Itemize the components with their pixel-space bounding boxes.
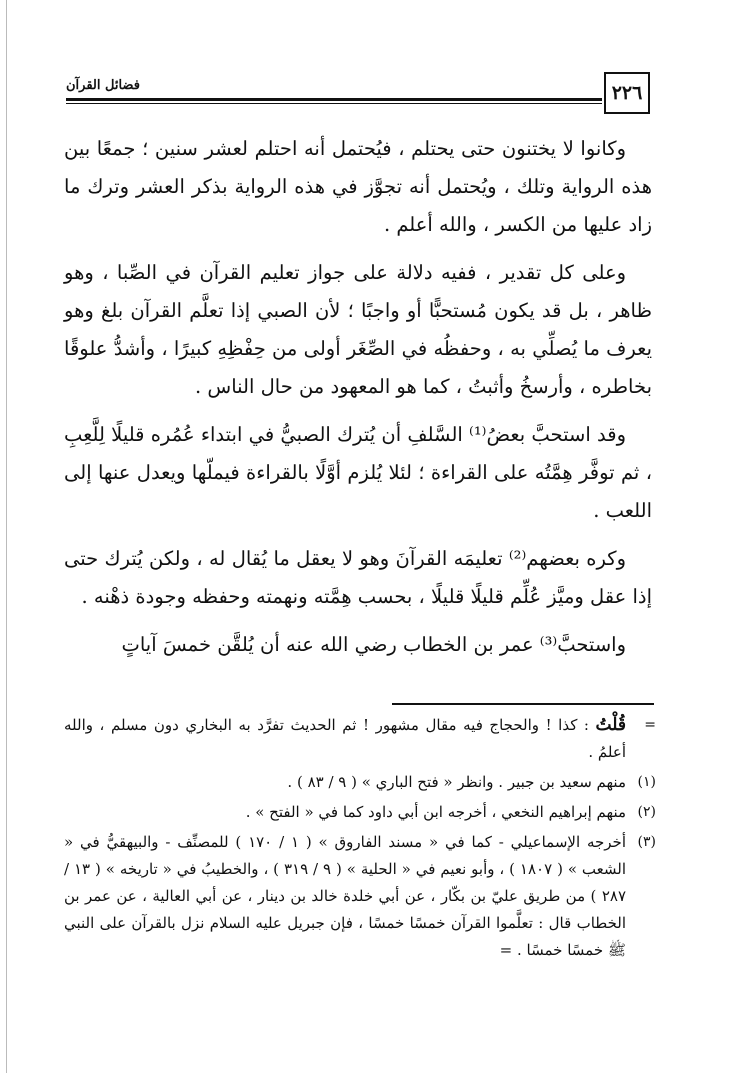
page-header	[66, 72, 650, 120]
footnote-mark: =	[644, 717, 656, 733]
paragraph: وقد استحبَّ بعضُ⁽¹⁾ السَّلفِ أن يُترك الصبيُّ في ابتداء عُمُره قليلًا لِلَّعِبِ ، ثم توفَّر هِمَّتُه على القراءة ؛ لئلا يُلزم أوَّلًا بالقراءة فيملّها ويعدل عنها إلى اللعب .	[64, 423, 652, 522]
footnote-continuation	[64, 712, 656, 766]
footnote-lead: قُلْتُ	[595, 715, 626, 735]
paragraph: وعلى كل تقدير ، ففيه دلالة على جواز تعليم القرآن في الصِّبا ، وهو ظاهر ، بل قد يكون مُستحبًّا أو واجبًا ؛ لأن الصبي إذا تعلَّم القرآن بلغ وهو يعرف ما يُصلِّي به ، وحفظُه في الصِّغَر أولى من حِفْظِهِ كبيرًا ، وأشدُّ علوقًا بخاطره ، وأرسخُ وأثبتُ ، كما هو المعهود من حال الناس .	[64, 261, 652, 398]
footnote-text	[64, 712, 626, 766]
footnote-text: أخرجه الإسماعيلي - كما في « مسند الفاروق » ( ١ / ١٧٠ ) للمصنِّف - والبيهقيُّ في « الشعب » ( ١٨٠٧ ) ، وأبو نعيم في « الحلية » ( ٩ / ٣١٩ ) ، والخطيبُ في « تاريخه » ( ١٣ / ٢٨٧ ) من طريق عليّ بن بكّار ، عن أبي خلدة خالد بن دينار ، عن أبي العالية ، عن عمر بن الخطاب قال : تعلَّموا القرآن خمسًا خمسًا ، فإن جبريل عليه السلام نزل بالقرآن على النبي ﷺ خمسًا خمسًا . =	[64, 833, 626, 959]
header-rule-thin	[66, 103, 602, 104]
footnote-3	[64, 829, 656, 964]
paragraph: وكره بعضهم⁽²⁾ تعليمَه القرآنَ وهو لا يعقل ما يُقال له ، ولكن يُترك حتى إذا عقل وميَّز عُلِّم قليلًا قليلًا ، بحسب هِمَّته ونهمته وحفظه وجودة ذهْنه .	[64, 547, 652, 608]
header-rule-thick	[66, 98, 602, 101]
footnote-body: : كذا ! والحجاج فيه مقال مشهور ! ثم الحديث تفرَّد به البخاري دون مسلم ، والله أعلمُ .	[64, 716, 626, 761]
paragraph: واستحبَّ⁽³⁾ عمر بن الخطاب رضي الله عنه أن يُلقَّن خمسَ آياتٍ	[121, 633, 626, 656]
main-text	[64, 130, 652, 674]
footnote-2	[64, 799, 656, 826]
footnote-1	[64, 769, 656, 796]
footnote-mark: (١)	[637, 774, 656, 790]
footnote-separator	[392, 703, 654, 705]
paragraph: وكانوا لا يختنون حتى يحتلم ، فيُحتمل أنه احتلم لعشر سنين ؛ جمعًا بين هذه الرواية وتلك ، ويُحتمل أنه تجوَّز في هذه الرواية بذكر العشر وترك ما زاد عليها من الكسر ، والله أعلم .	[64, 137, 652, 236]
page-edge-line	[6, 0, 7, 1073]
footnotes	[64, 712, 656, 967]
footnote-text: منهم إبراهيم النخعي ، أخرجه ابن أبي داود كما في « الفتح » .	[245, 803, 626, 821]
running-title: فضائل القرآن	[66, 78, 140, 93]
page-number: ٢٢٦	[604, 72, 650, 114]
footnote-mark: (٢)	[637, 804, 656, 820]
footnote-text: منهم سعيد بن جبير . وانظر « فتح الباري » ( ٩ / ٨٣ ) .	[287, 773, 626, 791]
footnote-mark: (٣)	[637, 834, 656, 850]
